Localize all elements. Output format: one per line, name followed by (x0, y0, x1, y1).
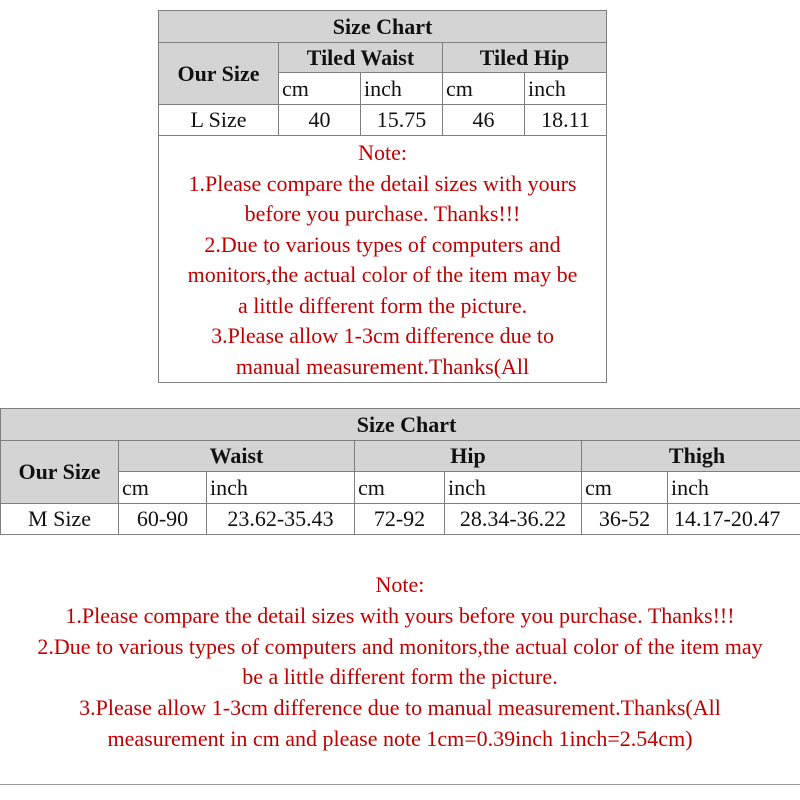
note-line: Note: (358, 140, 407, 165)
chart1-tiled-hip-header: Tiled Hip (443, 43, 607, 73)
divider (0, 784, 800, 785)
note-line: 2.Due to various types of computers and monitors,the actual color of the item may (37, 633, 763, 659)
note-line: manual measurement.Thanks(All (235, 353, 530, 379)
chart2-unit-cm: cm (355, 472, 445, 504)
chart2-hip-inch: 28.34-36.22 (445, 504, 582, 535)
note-line: a little different form the picture. (237, 292, 528, 318)
chart1-unit-inch: inch (361, 73, 443, 105)
chart1-unit-inch: inch (525, 73, 607, 105)
chart1-unit-cm: cm (443, 73, 525, 105)
chart2-title: Size Chart (1, 409, 800, 441)
chart1-size-cell: L Size (159, 105, 279, 136)
note-line: 2.Due to various types of computers and (204, 231, 561, 257)
note-line: 3.Please allow 1-3cm difference due to (211, 323, 554, 348)
table-row (1, 504, 800, 535)
chart2-thigh-cm: 36-52 (582, 504, 668, 535)
note-line: measurement in cm and please note 1cm=0.39inch 1inch=2.54cm) (107, 725, 693, 751)
chart2-unit-cm: cm (119, 472, 207, 504)
chart2-unit-cm: cm (582, 472, 668, 504)
chart1-waist-inch: 15.75 (361, 105, 443, 136)
chart1-tiled-waist-header: Tiled Waist (279, 43, 443, 73)
chart2-thigh-header: Thigh (582, 441, 800, 472)
chart2-waist-cm: 60-90 (119, 504, 207, 535)
chart2-our-size-header: Our Size (1, 441, 119, 504)
chart2-waist-header: Waist (119, 441, 355, 472)
chart2-hip-cm: 72-92 (355, 504, 445, 535)
note-line: Note: (375, 572, 425, 597)
table-row (159, 105, 607, 136)
chart1-our-size-header: Our Size (159, 43, 279, 105)
chart1-title: Size Chart (159, 11, 607, 43)
note-line: 3.Please allow 1-3cm difference due to manual measurement.Thanks(All (79, 695, 721, 721)
chart1-waist-cm: 40 (279, 105, 361, 136)
chart2-unit-inch: inch (207, 472, 355, 504)
chart1-hip-cm: 46 (443, 105, 525, 136)
chart2-waist-inch: 23.62-35.43 (207, 504, 355, 535)
note-line: be a little different form the picture. (242, 664, 558, 690)
note-line: before you purchase. Thanks!!! (244, 201, 521, 226)
chart2-size-cell: M Size (1, 504, 119, 535)
chart2-unit-inch: inch (445, 472, 582, 504)
chart1-note (159, 136, 607, 383)
note-line: 1.Please compare the detail sizes with yours (188, 170, 577, 196)
chart1-hip-inch: 18.11 (525, 105, 607, 136)
chart2-hip-header: Hip (355, 441, 582, 472)
size-chart-1 (158, 10, 607, 383)
chart1-unit-cm: cm (279, 73, 361, 105)
note-block (0, 570, 800, 755)
chart2-thigh-inch: 14.17-20.47 (668, 504, 800, 535)
chart2-unit-inch: inch (668, 472, 800, 504)
note-line: monitors,the actual color of the item may be (187, 262, 578, 287)
note-line: 1.Please compare the detail sizes with yours before you purchase. Thanks!!! (65, 602, 735, 628)
size-chart-2 (0, 408, 800, 535)
